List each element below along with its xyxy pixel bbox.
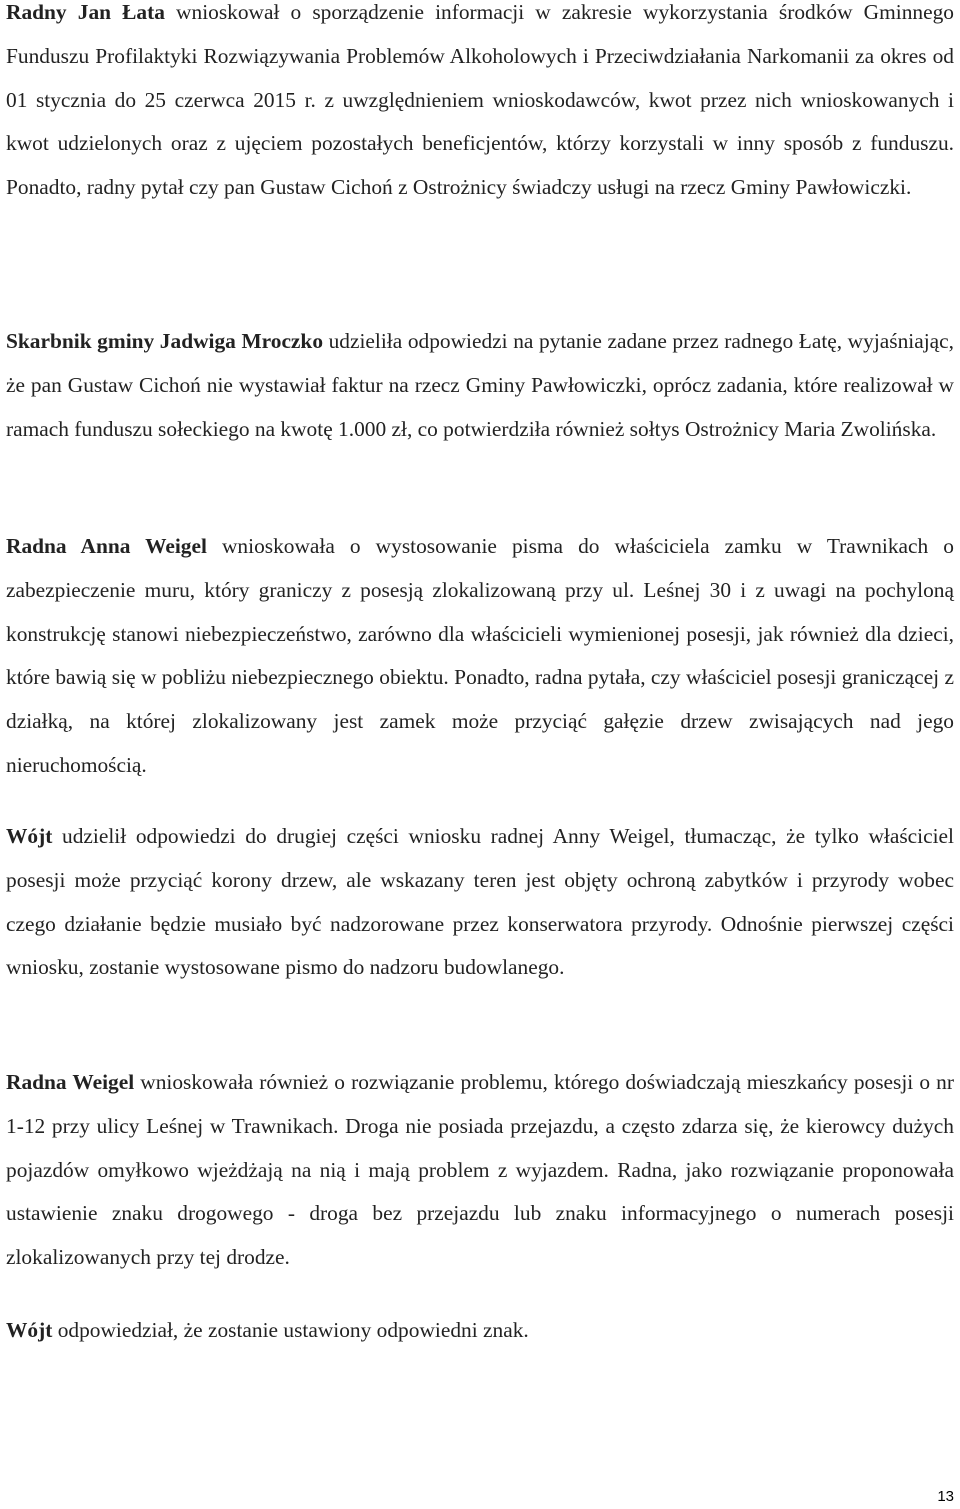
speaker-name: Skarbnik gminy Jadwiga Mroczko	[6, 329, 324, 353]
speaker-name: Radna Weigel	[6, 1070, 135, 1094]
paragraph-text: udzielił odpowiedzi do drugiej części wniosku radnej Anny Weigel, tłumacząc, że tylko właściciel posesji może przyciąć korony drzew, ale wskazany teren jest objęty ochroną zabytków i przyrody wobec czego działanie będzie musiało być nadzorowane przez konserwatora przyrody. Odnośnie pierwszej części wniosku, zostanie wystosowane pismo do nadzoru budowlanego.	[6, 824, 954, 980]
paragraph-text: odpowiedział, że zostanie ustawiony odpowiedni znak.	[52, 1318, 529, 1342]
paragraph-wojt-sign	[6, 1309, 954, 1353]
page-number: 13	[937, 1488, 954, 1505]
paragraph-text: udzieliła odpowiedzi na pytanie zadane przez radnego Łatę, wyjaśniając, że pan Gustaw Cichoń nie wystawiał faktur na rzecz Gminy Pawłowiczki, oprócz zadania, które realizował w ramach funduszu sołeckiego na kwotę 1.000 zł, co potwierdziła również sołtys Ostrożnicy Maria Zwolińska.	[6, 329, 954, 441]
speaker-name: Radny Jan Łata	[6, 0, 165, 24]
paragraph-wojt-response	[6, 815, 954, 990]
speaker-name: Radna Anna Weigel	[6, 534, 207, 558]
paragraph-radna-weigel	[6, 525, 954, 788]
paragraph-skarbnik	[6, 320, 954, 451]
speaker-name: Wójt	[6, 824, 53, 848]
paragraph-text: wnioskowała o wystosowanie pisma do właściciela zamku w Trawnikach o zabezpieczenie muru, który graniczy z posesją zlokalizowaną przy ul. Leśnej 30 i z uwagi na pochyloną konstrukcję stanowi niebezpieczeństwo, zarówno dla właścicieli wymienionej posesji, jak również dla dzieci, które bawią się w pobliżu niebezpiecznego obiektu. Ponadto, radna pytała, czy właściciel posesji graniczącej z działką, na której zlokalizowany jest zamek może przyciąć gałęzie drzew zwisających nad jego nieruchomością.	[6, 534, 955, 777]
paragraph-text: wnioskowała również o rozwiązanie problemu, którego doświadczają mieszkańcy posesji o nr 1-12 przy ulicy Leśnej w Trawnikach. Droga nie posiada przejazdu, a często zdarza się, że kierowcy dużych pojazdów omyłkowo wjeżdżają na nią i mają problem z wyjazdem. Radna, jako rozwiązanie proponowała ustawienie znaku drogowego - droga bez przejazdu lub znaku informacyjnego o numerach posesji zlokalizowanych przy tej drodze.	[6, 1070, 954, 1270]
paragraph-text: wnioskował o sporządzenie informacji w zakresie wykorzystania środków Gminnego Funduszu Profilaktyki Rozwiązywania Problemów Alkoholowych i Przeciwdziałania Narkomanii za okres od 01 stycznia do 25 czerwca 2015 r. z uwzględnieniem wnioskodawców, kwot przez nich wnioskowanych i kwot udzielonych oraz z ujęciem pozostałych beneficjentów, którzy korzystali w inny sposób z funduszu. Ponadto, radny pytał czy pan Gustaw Cichoń z Ostrożnicy świadczy usługi na rzecz Gminy Pawłowiczki.	[6, 0, 954, 200]
speaker-name: Wójt	[6, 1318, 53, 1342]
paragraph-radna-weigel-road	[6, 1061, 954, 1280]
paragraph-radny-lata	[6, 0, 954, 210]
